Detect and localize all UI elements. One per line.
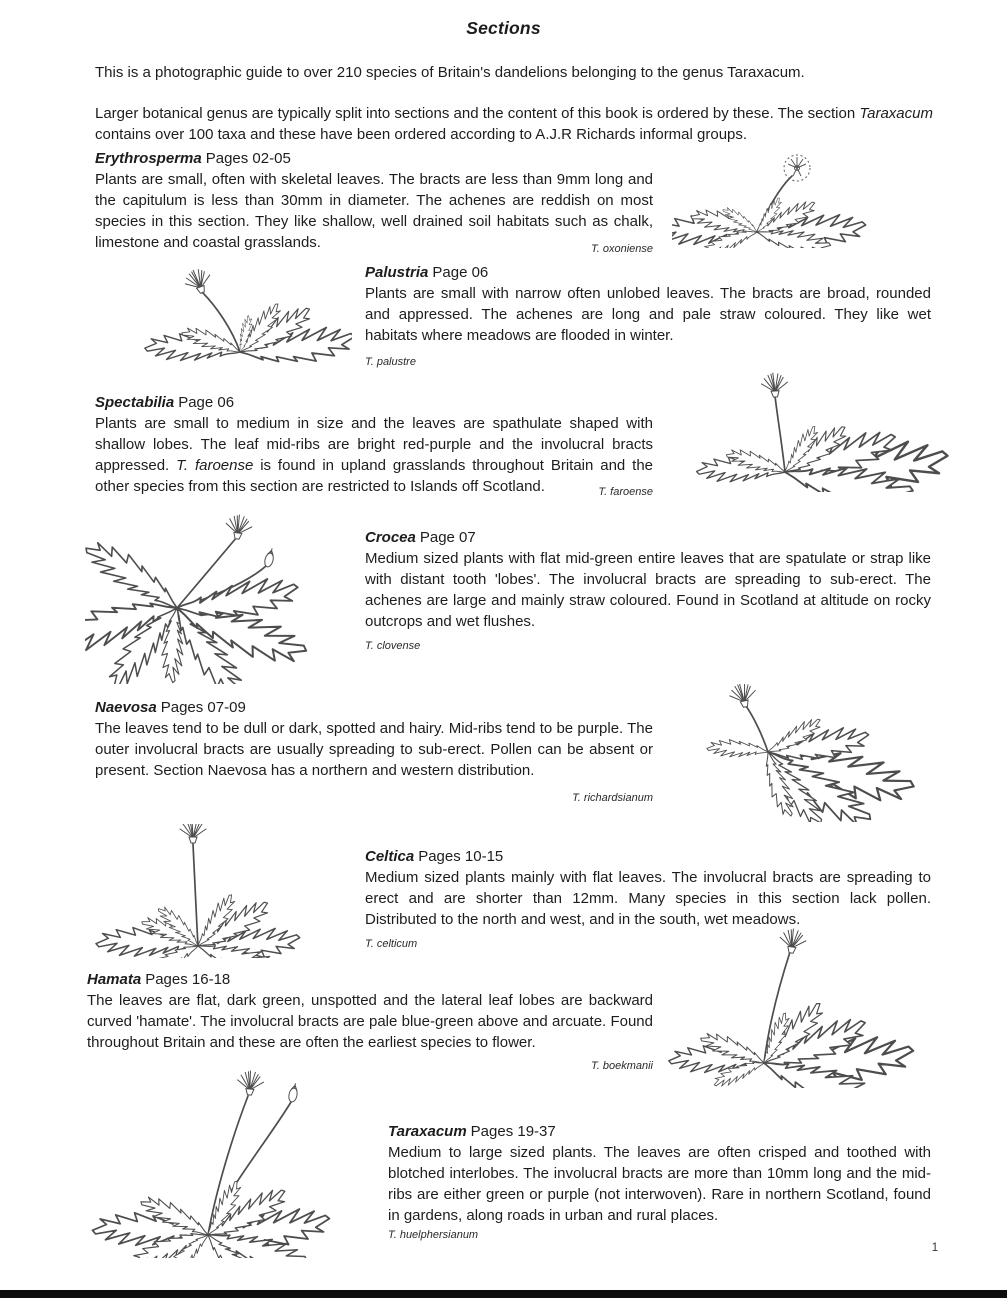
species-caption: T. celticum <box>365 938 418 950</box>
intro-paragraph-2-rest: contains over 100 taxa and these have been ordered according to A.J.R Richards informal groups. <box>95 126 748 143</box>
section-body-text: Plants are small to medium in size and the leaves are spathulate shaped with shallow lobes. The leaf mid-ribs are bright red-purple and the involucral bracts appressed. <box>95 415 653 474</box>
section-body: The leaves tend to be dull or dark, spotted and hairy. Mid-ribs tend to be purple. The outer involucral bracts are usually spreading to sub-erect. Pollen can be absent or present. Section Naevosa has a northern and western distribution. <box>95 720 653 779</box>
section-heading <box>365 846 931 867</box>
species-caption: T. richardsianum <box>572 792 653 804</box>
section-palustria <box>365 262 931 346</box>
species-caption: T. clovense <box>365 640 421 652</box>
dandelion-illustration-t-huelphersianum <box>78 1070 393 1258</box>
section-erythrosperma <box>95 148 653 253</box>
section-celtica <box>365 846 931 930</box>
section-body-rest: is found in upland grasslands throughout Britain and the other species from this section are restricted to Islands off Scotland. <box>95 457 654 495</box>
intro-paragraph-2 <box>95 103 933 145</box>
intro-paragraph-2-text: Larger botanical genus are typically split into sections and the content of this book is ordered by these. The section <box>95 105 860 122</box>
section-name: Hamata <box>87 971 142 988</box>
species-caption: T. palustre <box>365 356 416 368</box>
section-pages: Pages 02-05 <box>205 150 291 167</box>
species-caption: T. faroense <box>598 486 653 498</box>
section-hamata <box>87 969 653 1053</box>
dandelion-illustration-t-richardsianum <box>658 684 993 822</box>
section-pages: Pages 10-15 <box>418 848 504 865</box>
page-edge-bar <box>0 1290 1007 1298</box>
dandelion-illustration-t-oxoniense <box>672 142 867 248</box>
section-name: Taraxacum <box>388 1123 467 1140</box>
section-name: Celtica <box>365 848 415 865</box>
species-caption: T. boekmanii <box>591 1060 653 1072</box>
section-body: The leaves are flat, dark green, unspotted and the lateral leaf lobes are backward curved 'hamate'. The involucral bracts are pale blue-green above and arcuate. Found throughout Britain and these are often the earliest species to flower. <box>87 992 653 1051</box>
section-body: Plants are small with narrow often unlobed leaves. The bracts are broad, rounded and appressed. The achenes are long and pale straw coloured. They like wet habitats where meadows are flooded in winter. <box>365 285 931 344</box>
section-pages: Page 07 <box>419 529 476 546</box>
section-heading <box>95 392 653 413</box>
section-body: Medium to large sized plants. The leaves are often crisped and toothed with blotched interlobes. The involucral bracts are more than 10mm long and the mid-ribs are either green or purple (not interwoven). Rare in northern Scotland, found in gardens, along roads in urban and rural places. <box>388 1144 931 1224</box>
section-name: Erythrosperma <box>95 150 202 167</box>
species-name-italic: T. faroense <box>176 457 254 474</box>
section-body: Medium sized plants mainly with flat leaves. The involucral bracts are spreading to erect and are shorter than 12mm. Many species in this section lack pollen. Distributed to the north and west, and in the south, wet meadows. <box>365 869 931 928</box>
section-name: Palustria <box>365 264 429 281</box>
dandelion-illustration-t-celticum <box>88 824 303 958</box>
section-taraxacum <box>388 1121 931 1226</box>
section-naevosa <box>95 697 653 781</box>
section-pages: Pages 16-18 <box>145 971 231 988</box>
section-body <box>95 413 653 497</box>
section-heading <box>388 1121 931 1142</box>
section-pages: Pages 19-37 <box>470 1123 556 1140</box>
section-pages: Page 06 <box>178 394 235 411</box>
dandelion-illustration-t-clovense <box>85 512 330 684</box>
genus-name-italic: Taraxacum <box>859 105 933 122</box>
dandelion-illustration-t-faroense <box>665 372 990 492</box>
section-pages: Pages 07-09 <box>160 699 246 716</box>
species-caption: T. huelphersianum <box>388 1229 479 1241</box>
species-caption: T. oxoniense <box>591 243 653 255</box>
section-name: Spectabilia <box>95 394 175 411</box>
section-name: Naevosa <box>95 699 157 716</box>
section-heading <box>87 969 653 990</box>
section-spectabilia <box>95 392 653 497</box>
page-title: Sections <box>466 18 541 38</box>
section-heading <box>95 148 653 169</box>
section-body: Plants are small, often with skeletal leaves. The bracts are less than 9mm long and the capitulum is less than 30mm in diameter. The achenes are reddish on most species in this section. They like shallow, well drained soil habitats such as chalk, limestone and coastal grasslands. <box>95 171 653 251</box>
section-heading <box>365 527 931 548</box>
dandelion-illustration-t-boekmanii <box>652 928 992 1088</box>
section-pages: Page 06 <box>432 264 489 281</box>
dandelion-illustration-t-palustre <box>112 254 352 368</box>
section-heading <box>95 697 653 718</box>
section-heading <box>365 262 931 283</box>
section-body: Medium sized plants with flat mid-green entire leaves that are spatulate or strap like with distant tooth 'lobes'. The involucral bracts are spreading to sub-erect. The achenes are large and mainly straw coloured. Found in Scotland at altitude on rocky outcrops and wet flushes. <box>365 550 931 630</box>
section-crocea <box>365 527 931 632</box>
intro-paragraph-1: This is a photographic guide to over 210 species of Britain's dandelions belonging to the genus Taraxacum. <box>95 64 805 81</box>
page-number: 1 <box>931 1242 939 1254</box>
section-name: Crocea <box>365 529 416 546</box>
